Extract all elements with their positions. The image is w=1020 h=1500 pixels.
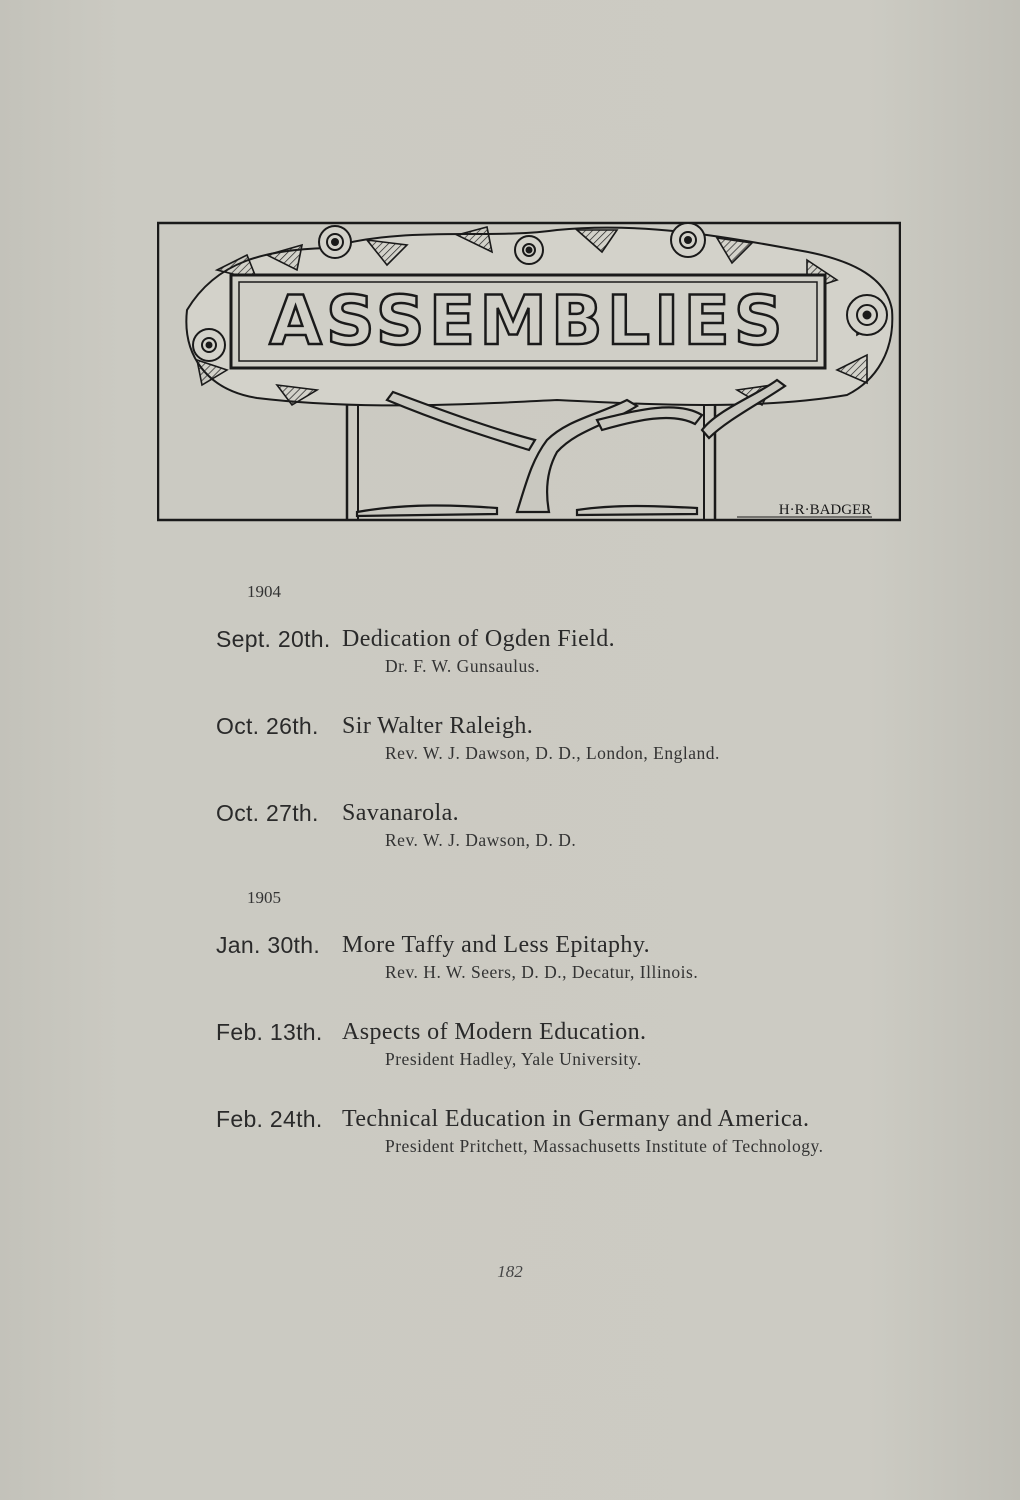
entry-date: Sept. 20th. [216, 626, 331, 652]
entry-title: Sir Walter Raleigh. [342, 713, 534, 739]
entry-speaker: Rev. W. J. Dawson, D. D. [385, 830, 577, 850]
entry-date: Jan. 30th. [216, 932, 321, 958]
entry-date: Oct. 26th. [216, 713, 319, 739]
entry-speaker: President Pritchett, Massachusetts Institute of Technology. [385, 1136, 824, 1156]
artist-signature: H·R·BADGER [778, 502, 872, 518]
entry-speaker: Dr. F. W. Gunsaulus. [385, 656, 540, 676]
entry-speaker: President Hadley, Yale University. [385, 1049, 642, 1069]
entry-title: Technical Education in Germany and America. [342, 1106, 810, 1132]
entry-speaker: Rev. H. W. Seers, D. D., Decatur, Illinois. [385, 962, 699, 982]
header-illustration [157, 220, 901, 522]
entry-title: More Taffy and Less Epitaphy. [342, 932, 651, 958]
header-title: ASSEMBLIES [269, 282, 787, 361]
year-heading: 1905 [247, 888, 281, 907]
entry-date: Oct. 27th. [216, 800, 319, 826]
entry-title: Dedication of Ogden Field. [342, 626, 616, 652]
entry-title: Aspects of Modern Education. [342, 1019, 647, 1045]
entry-speaker: Rev. W. J. Dawson, D. D., London, England. [385, 743, 720, 763]
entry-date: Feb. 24th. [216, 1106, 323, 1132]
entry-title: Savanarola. [342, 800, 460, 826]
entry-date: Feb. 13th. [216, 1019, 323, 1045]
page-number: 182 [497, 1262, 523, 1281]
year-heading: 1904 [247, 582, 281, 601]
